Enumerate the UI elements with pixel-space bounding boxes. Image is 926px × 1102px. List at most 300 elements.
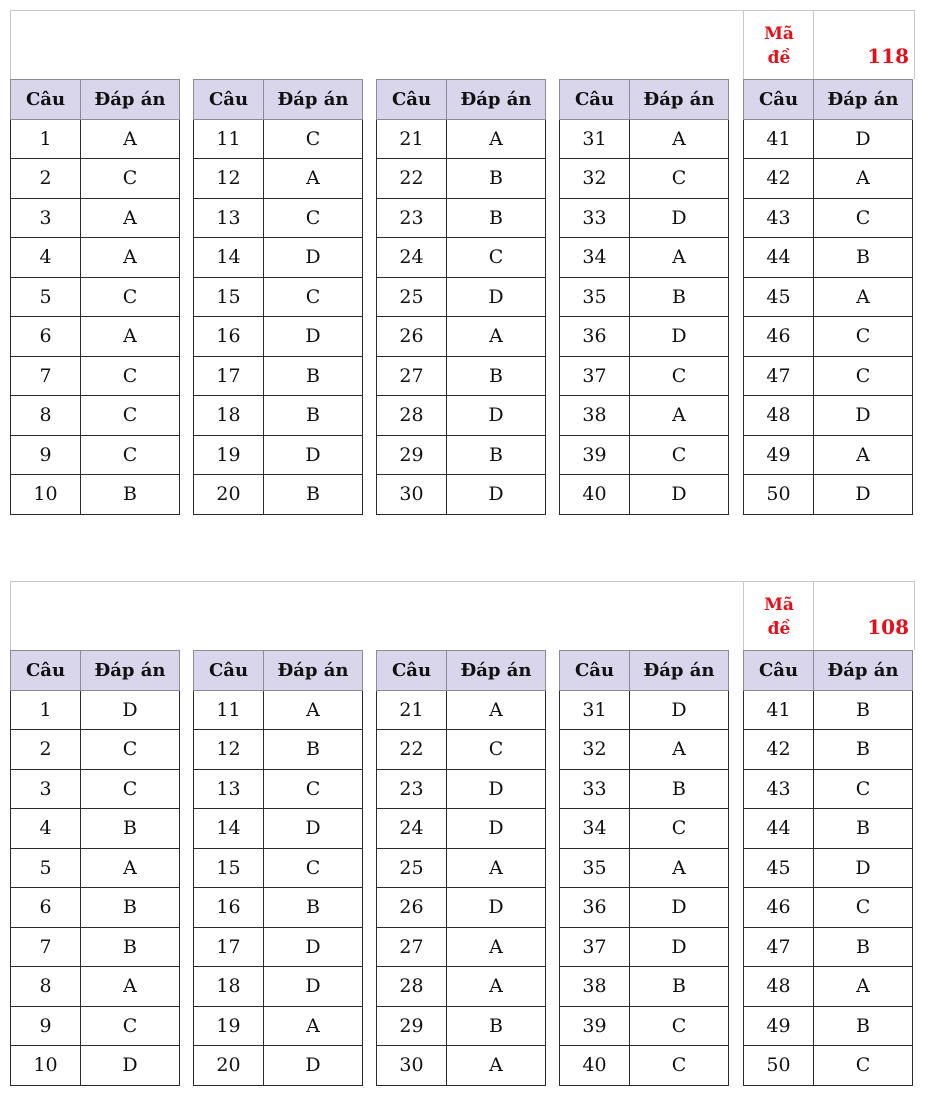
table-row	[11, 848, 180, 888]
answer-cell: B	[814, 690, 913, 730]
question-number: 2	[11, 159, 81, 199]
question-number: 39	[560, 1006, 630, 1046]
answer-cell: D	[447, 277, 546, 317]
table-row	[194, 317, 363, 357]
answer-cell: D	[630, 317, 729, 357]
answer-cell: C	[264, 198, 363, 238]
column-header-answer: Đáp án	[264, 80, 363, 120]
answer-cell: D	[264, 435, 363, 475]
question-number: 8	[11, 967, 81, 1007]
question-number: 1	[11, 119, 81, 159]
table-row	[11, 927, 180, 967]
question-number: 50	[744, 475, 814, 515]
exam-code-label-line2: đề	[767, 48, 791, 68]
table-row	[377, 967, 546, 1007]
question-number: 13	[194, 198, 264, 238]
answer-cell: C	[264, 119, 363, 159]
question-number: 1	[11, 690, 81, 730]
answer-cell: B	[447, 198, 546, 238]
question-number: 40	[560, 475, 630, 515]
answer-cell: D	[81, 1046, 180, 1086]
table-row	[377, 730, 546, 770]
table-row	[194, 396, 363, 436]
question-number: 2	[11, 730, 81, 770]
question-number: 40	[560, 1046, 630, 1086]
table-header-row	[560, 80, 729, 120]
question-number: 36	[560, 317, 630, 357]
table-row	[560, 159, 729, 199]
question-number: 35	[560, 848, 630, 888]
answer-block	[559, 79, 729, 515]
table-row	[560, 119, 729, 159]
table-row	[11, 769, 180, 809]
table-header-row	[194, 651, 363, 691]
question-number: 5	[11, 848, 81, 888]
answer-table	[376, 79, 546, 515]
table-row	[744, 159, 913, 199]
table-row	[194, 888, 363, 928]
answer-cell: D	[447, 809, 546, 849]
question-number: 41	[744, 690, 814, 730]
table-row	[194, 238, 363, 278]
answer-cell: D	[630, 927, 729, 967]
table-row	[194, 159, 363, 199]
table-row	[744, 238, 913, 278]
answer-table	[743, 650, 913, 1086]
question-number: 44	[744, 809, 814, 849]
answer-cell: A	[814, 159, 913, 199]
table-row	[11, 475, 180, 515]
question-number: 13	[194, 769, 264, 809]
table-row	[560, 356, 729, 396]
table-row	[560, 888, 729, 928]
table-row	[11, 1046, 180, 1086]
table-row	[377, 1006, 546, 1046]
question-number: 4	[11, 238, 81, 278]
answer-cell: D	[447, 769, 546, 809]
table-row	[560, 809, 729, 849]
answer-cell: A	[447, 927, 546, 967]
column-header-question: Câu	[377, 651, 447, 691]
column-header-answer: Đáp án	[814, 651, 913, 691]
question-number: 24	[377, 809, 447, 849]
question-number: 34	[560, 809, 630, 849]
table-row	[560, 277, 729, 317]
column-header-answer: Đáp án	[630, 80, 729, 120]
question-number: 50	[744, 1046, 814, 1086]
column-header-question: Câu	[560, 80, 630, 120]
answer-cell: C	[814, 317, 913, 357]
question-number: 36	[560, 888, 630, 928]
answer-cell: A	[814, 435, 913, 475]
table-row	[11, 690, 180, 730]
answer-cell: D	[814, 848, 913, 888]
table-row	[194, 1006, 363, 1046]
table-row	[744, 927, 913, 967]
table-header-row	[377, 80, 546, 120]
table-row	[560, 475, 729, 515]
question-number: 6	[11, 317, 81, 357]
column-header-answer: Đáp án	[81, 80, 180, 120]
question-number: 47	[744, 927, 814, 967]
answer-block	[743, 650, 913, 1086]
question-number: 15	[194, 848, 264, 888]
table-row	[744, 769, 913, 809]
answer-block	[376, 79, 546, 515]
question-number: 3	[11, 198, 81, 238]
answer-cell: B	[814, 1006, 913, 1046]
table-row	[11, 119, 180, 159]
table-row	[560, 1006, 729, 1046]
table-row	[744, 119, 913, 159]
table-row	[11, 238, 180, 278]
answer-cell: C	[630, 435, 729, 475]
question-number: 18	[194, 396, 264, 436]
table-row	[560, 690, 729, 730]
table-row	[377, 435, 546, 475]
answer-cell: D	[447, 475, 546, 515]
answer-cell: B	[630, 769, 729, 809]
answer-cell: B	[447, 435, 546, 475]
answer-block	[376, 650, 546, 1086]
answer-cell: B	[264, 356, 363, 396]
question-number: 12	[194, 159, 264, 199]
question-number: 35	[560, 277, 630, 317]
answer-cell: C	[81, 396, 180, 436]
question-number: 42	[744, 730, 814, 770]
answer-cell: B	[81, 809, 180, 849]
question-number: 26	[377, 317, 447, 357]
answer-cell: A	[264, 690, 363, 730]
answer-cell: A	[81, 238, 180, 278]
answer-cell: C	[81, 435, 180, 475]
table-row	[11, 277, 180, 317]
table-row	[744, 848, 913, 888]
table-row	[744, 475, 913, 515]
answer-cell: A	[264, 1006, 363, 1046]
answer-cell: C	[81, 730, 180, 770]
table-row	[377, 356, 546, 396]
table-row	[11, 967, 180, 1007]
table-row	[11, 888, 180, 928]
answer-cell: B	[264, 730, 363, 770]
answer-cell: C	[630, 1006, 729, 1046]
table-row	[744, 1006, 913, 1046]
question-number: 10	[11, 1046, 81, 1086]
answer-cell: D	[814, 119, 913, 159]
answer-key-108	[10, 581, 915, 1094]
answer-cell: A	[630, 396, 729, 436]
table-row	[744, 730, 913, 770]
question-number: 32	[560, 730, 630, 770]
table-row	[377, 317, 546, 357]
table-header-row	[11, 651, 180, 691]
question-number: 21	[377, 119, 447, 159]
answer-cell: C	[630, 809, 729, 849]
answer-block	[193, 650, 363, 1086]
table-row	[377, 475, 546, 515]
question-number: 33	[560, 198, 630, 238]
answer-cell: A	[264, 159, 363, 199]
question-number: 16	[194, 317, 264, 357]
table-row	[377, 769, 546, 809]
table-row	[560, 769, 729, 809]
question-number: 34	[560, 238, 630, 278]
question-number: 43	[744, 769, 814, 809]
question-number: 48	[744, 967, 814, 1007]
answer-cell: A	[447, 690, 546, 730]
table-row	[377, 1046, 546, 1086]
table-row	[744, 396, 913, 436]
table-row	[560, 848, 729, 888]
table-row	[377, 396, 546, 436]
question-number: 45	[744, 848, 814, 888]
column-header-question: Câu	[11, 80, 81, 120]
question-number: 28	[377, 967, 447, 1007]
question-number: 49	[744, 1006, 814, 1046]
answer-cell: A	[447, 848, 546, 888]
column-header-question: Câu	[744, 651, 814, 691]
answer-table	[559, 79, 729, 515]
answer-cell: A	[447, 119, 546, 159]
column-header-question: Câu	[744, 80, 814, 120]
answer-cell: B	[81, 475, 180, 515]
question-number: 12	[194, 730, 264, 770]
question-number: 48	[744, 396, 814, 436]
column-header-answer: Đáp án	[814, 80, 913, 120]
question-number: 14	[194, 238, 264, 278]
answer-cell: A	[81, 119, 180, 159]
table-header-row	[377, 651, 546, 691]
table-row	[377, 277, 546, 317]
table-row	[194, 198, 363, 238]
answer-cell: B	[81, 927, 180, 967]
answer-cell: D	[630, 475, 729, 515]
table-row	[560, 396, 729, 436]
question-number: 8	[11, 396, 81, 436]
answer-table	[10, 650, 180, 1086]
answer-cell: C	[264, 277, 363, 317]
answer-block	[10, 79, 180, 515]
table-row	[560, 317, 729, 357]
question-number: 11	[194, 119, 264, 159]
question-number: 38	[560, 967, 630, 1007]
answer-cell: C	[81, 769, 180, 809]
table-row	[560, 927, 729, 967]
answer-cell: C	[447, 730, 546, 770]
answer-cell: A	[447, 317, 546, 357]
question-number: 7	[11, 356, 81, 396]
answer-table	[559, 650, 729, 1086]
table-row	[560, 1046, 729, 1086]
answer-cell: C	[264, 848, 363, 888]
table-row	[560, 730, 729, 770]
question-number: 37	[560, 927, 630, 967]
answer-cell: B	[814, 927, 913, 967]
question-number: 28	[377, 396, 447, 436]
question-number: 29	[377, 1006, 447, 1046]
column-header-answer: Đáp án	[447, 651, 546, 691]
question-number: 46	[744, 317, 814, 357]
question-number: 43	[744, 198, 814, 238]
answer-cell: D	[447, 396, 546, 436]
answer-cell: C	[81, 277, 180, 317]
answer-cell: B	[630, 967, 729, 1007]
question-number: 16	[194, 888, 264, 928]
column-header-question: Câu	[11, 651, 81, 691]
question-number: 6	[11, 888, 81, 928]
table-row	[11, 317, 180, 357]
answer-block	[743, 79, 913, 515]
answer-cell: D	[814, 475, 913, 515]
question-number: 27	[377, 356, 447, 396]
table-header-row	[194, 80, 363, 120]
table-row	[744, 356, 913, 396]
question-number: 44	[744, 238, 814, 278]
answer-cell: B	[814, 238, 913, 278]
column-header-answer: Đáp án	[447, 80, 546, 120]
table-row	[11, 1006, 180, 1046]
answer-key-118	[10, 10, 915, 523]
answer-cell: C	[814, 769, 913, 809]
answer-cell: B	[264, 396, 363, 436]
exam-code-label-line1: Mã	[764, 595, 794, 615]
question-number: 31	[560, 119, 630, 159]
table-row	[377, 809, 546, 849]
table-row	[11, 198, 180, 238]
answer-cell: B	[447, 1006, 546, 1046]
answer-table	[376, 650, 546, 1086]
answer-table	[193, 650, 363, 1086]
question-number: 49	[744, 435, 814, 475]
table-row	[560, 967, 729, 1007]
answer-cell: C	[814, 356, 913, 396]
question-number: 33	[560, 769, 630, 809]
table-row	[11, 730, 180, 770]
answer-cell: C	[630, 159, 729, 199]
question-number: 18	[194, 967, 264, 1007]
answer-cell: A	[447, 1046, 546, 1086]
answer-cell: C	[81, 159, 180, 199]
question-number: 21	[377, 690, 447, 730]
column-header-question: Câu	[560, 651, 630, 691]
answer-cell: D	[264, 317, 363, 357]
answer-block	[559, 650, 729, 1086]
exam-code-label-line1: Mã	[764, 24, 794, 44]
answer-cell: A	[447, 967, 546, 1007]
question-number: 3	[11, 769, 81, 809]
table-row	[11, 809, 180, 849]
table-row	[194, 848, 363, 888]
answer-cell: C	[814, 888, 913, 928]
question-number: 22	[377, 730, 447, 770]
question-number: 14	[194, 809, 264, 849]
question-number: 24	[377, 238, 447, 278]
answer-cell: B	[81, 888, 180, 928]
answer-cell: A	[814, 277, 913, 317]
table-row	[377, 238, 546, 278]
answer-cell: A	[81, 198, 180, 238]
exam-code-label	[744, 586, 814, 648]
question-number: 41	[744, 119, 814, 159]
answer-cell: B	[264, 888, 363, 928]
table-row	[194, 277, 363, 317]
question-number: 31	[560, 690, 630, 730]
question-number: 19	[194, 1006, 264, 1046]
answer-cell: D	[447, 888, 546, 928]
table-row	[11, 159, 180, 199]
question-number: 37	[560, 356, 630, 396]
question-number: 22	[377, 159, 447, 199]
table-row	[194, 690, 363, 730]
answer-cell: D	[630, 690, 729, 730]
table-row	[11, 396, 180, 436]
table-row	[744, 809, 913, 849]
question-number: 17	[194, 356, 264, 396]
table-row	[11, 356, 180, 396]
table-row	[744, 888, 913, 928]
exam-code-label	[744, 15, 814, 77]
answer-cell: C	[814, 198, 913, 238]
column-header-question: Câu	[377, 80, 447, 120]
table-row	[744, 277, 913, 317]
answer-block	[10, 650, 180, 1086]
question-number: 26	[377, 888, 447, 928]
column-header-answer: Đáp án	[630, 651, 729, 691]
answer-cell: D	[264, 238, 363, 278]
table-row	[194, 356, 363, 396]
question-number: 30	[377, 1046, 447, 1086]
answer-cell: C	[814, 1046, 913, 1086]
answer-cell: C	[630, 356, 729, 396]
table-row	[194, 730, 363, 770]
question-number: 32	[560, 159, 630, 199]
table-row	[560, 198, 729, 238]
table-row	[377, 159, 546, 199]
answer-cell: B	[264, 475, 363, 515]
question-number: 46	[744, 888, 814, 928]
answer-cell: A	[81, 967, 180, 1007]
question-number: 5	[11, 277, 81, 317]
table-row	[744, 198, 913, 238]
table-row	[194, 967, 363, 1007]
table-row	[560, 435, 729, 475]
answer-cell: A	[630, 730, 729, 770]
table-row	[194, 769, 363, 809]
question-number: 39	[560, 435, 630, 475]
table-row	[377, 848, 546, 888]
table-header-row	[560, 651, 729, 691]
answer-cell: A	[814, 967, 913, 1007]
column-header-answer: Đáp án	[264, 651, 363, 691]
answer-cell: D	[814, 396, 913, 436]
answer-cell: C	[81, 356, 180, 396]
column-header-question: Câu	[194, 651, 264, 691]
table-row	[194, 475, 363, 515]
answer-cell: D	[630, 888, 729, 928]
table-row	[194, 809, 363, 849]
table-row	[194, 1046, 363, 1086]
answer-table	[10, 79, 180, 515]
answer-cell: B	[814, 809, 913, 849]
question-number: 19	[194, 435, 264, 475]
table-row	[377, 119, 546, 159]
question-number: 20	[194, 475, 264, 515]
answer-cell: C	[81, 1006, 180, 1046]
answer-cell: D	[264, 927, 363, 967]
answer-table	[743, 79, 913, 515]
question-number: 11	[194, 690, 264, 730]
